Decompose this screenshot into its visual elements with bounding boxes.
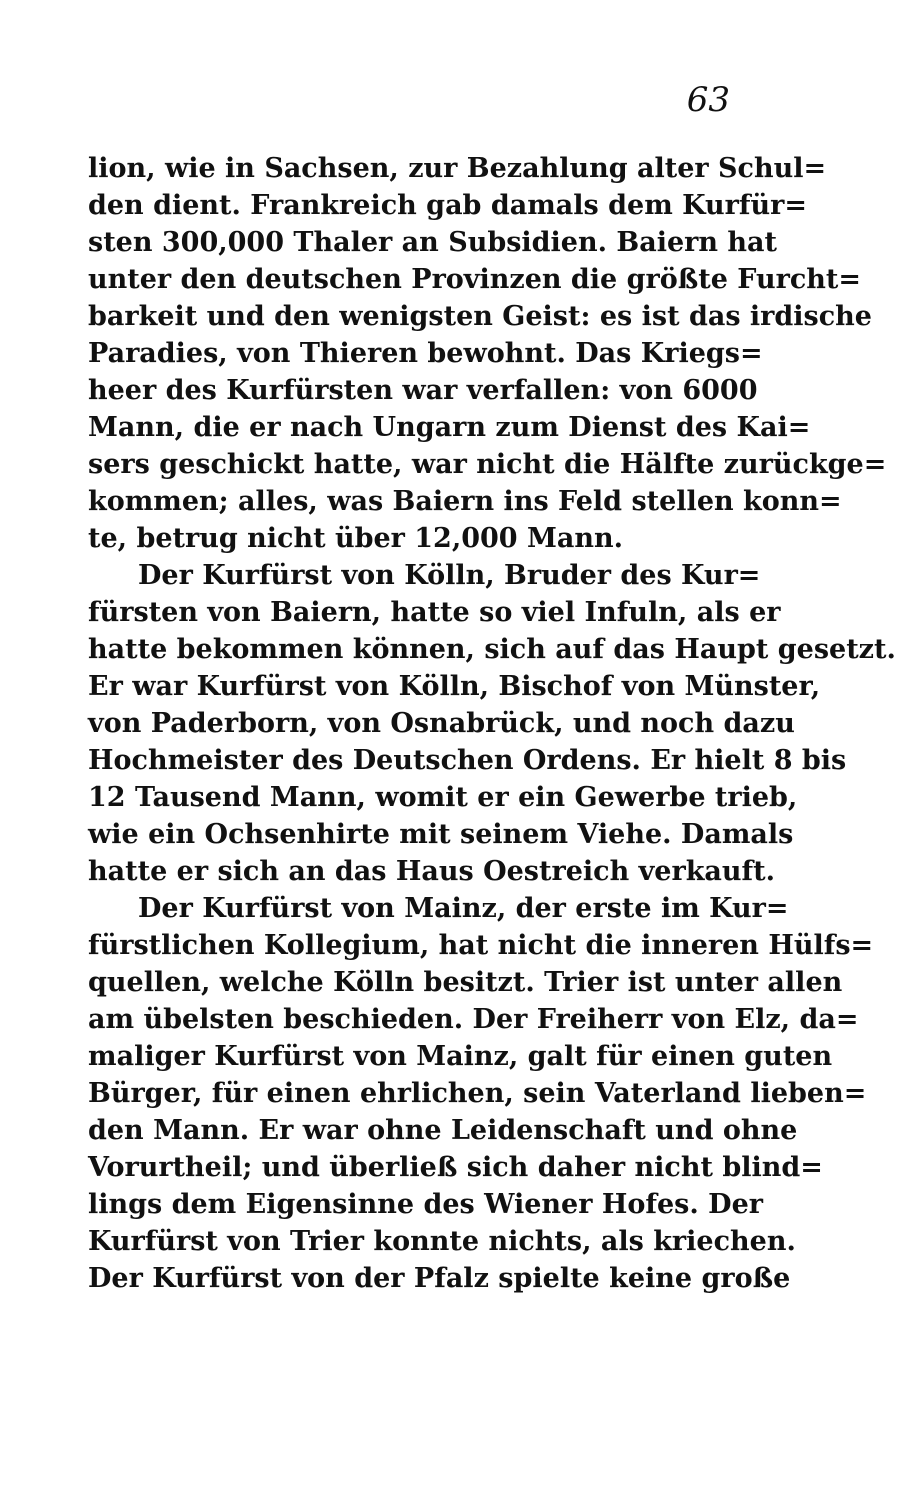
paragraph-1	[88, 150, 887, 557]
text-line: maliger Kurfürst von Mainz, galt für einen guten	[88, 1041, 833, 1072]
text-line: Der Kurfürst von Mainz, der erste im Kur=	[138, 893, 789, 924]
text-line: quellen, welche Kölln besitzt. Trier ist unter allen	[88, 967, 843, 998]
text-line: 12 Tausend Mann, womit er ein Gewerbe trieb,	[88, 782, 798, 813]
text-line: fürsten von Baiern, hatte so viel Infuln, als er	[88, 597, 781, 628]
text-line: Hochmeister des Deutschen Ordens. Er hielt 8 bis	[88, 745, 847, 776]
text-line: wie ein Ochsenhirte mit seinem Viehe. Damals	[88, 819, 794, 850]
text-line: lion, wie in Sachsen, zur Bezahlung alter Schul=	[88, 153, 827, 184]
paragraph-3	[88, 890, 874, 1297]
text-line: unter den deutschen Provinzen die größte Furcht=	[88, 264, 862, 295]
text-line: von Paderborn, von Osnabrück, und noch dazu	[88, 708, 795, 739]
text-line: den Mann. Er war ohne Leidenschaft und ohne	[88, 1115, 798, 1146]
text-line: te, betrug nicht über 12,000 Mann.	[88, 523, 624, 554]
text-line: hatte bekommen können, sich auf das Haupt gesetzt.	[88, 634, 896, 665]
text-line: Bürger, für einen ehrlichen, sein Vaterland lieben=	[88, 1078, 867, 1109]
text-line: sten 300,000 Thaler an Subsidien. Baiern hat	[88, 227, 778, 258]
text-line: kommen; alles, was Baiern ins Feld stellen konn=	[88, 486, 842, 517]
text-line: heer des Kurfürsten war verfallen: von 6000	[88, 375, 758, 406]
text-line: den dient. Frankreich gab damals dem Kurfür=	[88, 190, 807, 221]
paragraph-2	[88, 557, 896, 890]
body-text	[88, 150, 896, 1297]
text-line: fürstlichen Kollegium, hat nicht die inneren Hülfs=	[88, 930, 874, 961]
text-line: Der Kurfürst von der Pfalz spielte keine große	[88, 1263, 791, 1294]
text-line: Er war Kurfürst von Kölln, Bischof von Münster,	[88, 671, 821, 702]
text-line: Paradies, von Thieren bewohnt. Das Kriegs=	[88, 338, 763, 369]
text-line: hatte er sich an das Haus Oestreich verkauft.	[88, 856, 776, 887]
text-line: sers geschickt hatte, war nicht die Hälfte zurückge=	[88, 449, 887, 480]
text-line: Vorurtheil; und überließ sich daher nicht blind=	[88, 1152, 823, 1183]
page-number: 63	[686, 80, 730, 120]
text-line: am übelsten beschieden. Der Freiherr von Elz, da=	[88, 1004, 859, 1035]
text-line: barkeit und den wenigsten Geist: es ist das irdische	[88, 301, 872, 332]
text-line: Mann, die er nach Ungarn zum Dienst des Kai=	[88, 412, 811, 443]
text-line: Kurfürst von Trier konnte nichts, als kriechen.	[88, 1226, 796, 1257]
text-line: lings dem Eigensinne des Wiener Hofes. Der	[88, 1189, 763, 1220]
text-line: Der Kurfürst von Kölln, Bruder des Kur=	[138, 560, 761, 591]
